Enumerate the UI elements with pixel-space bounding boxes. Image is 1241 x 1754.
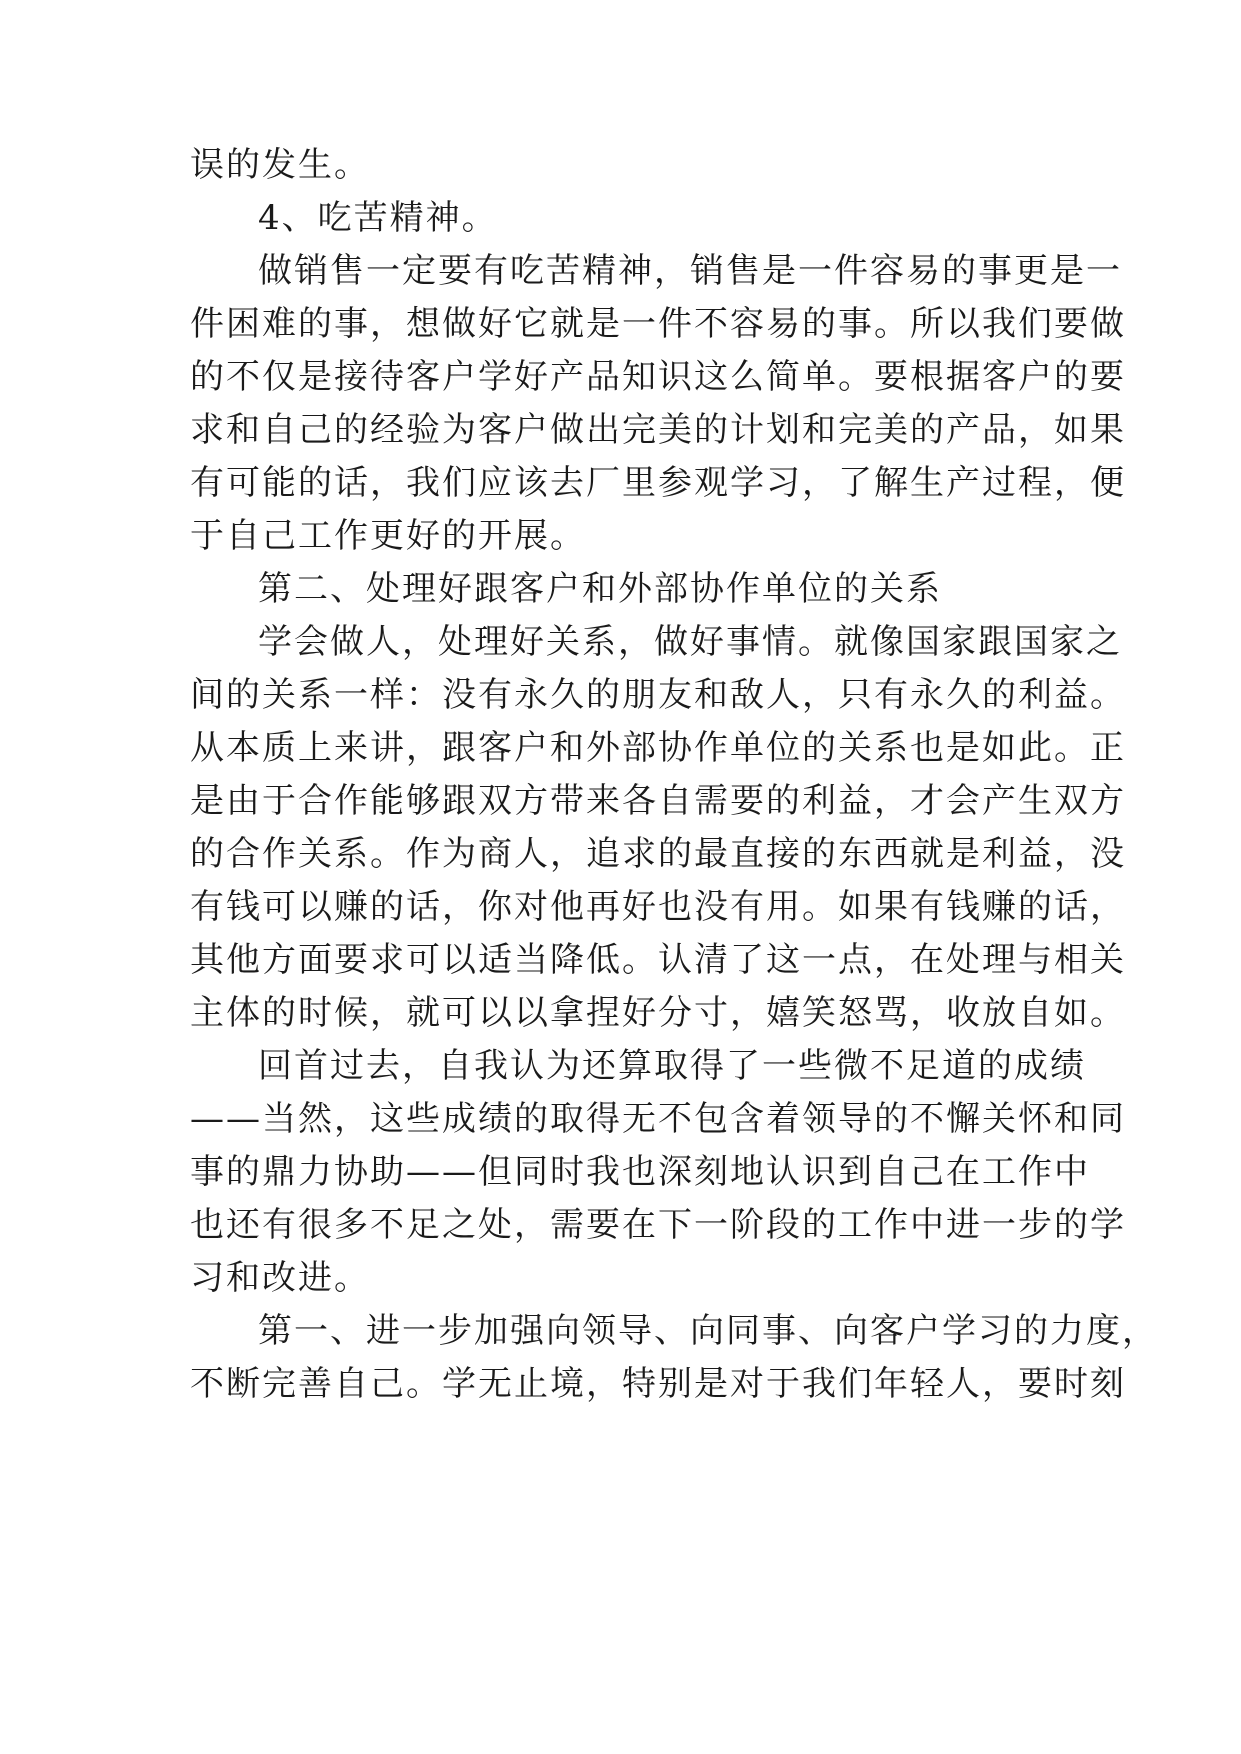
text-line: ——当然，这些成绩的取得无不包含着领导的不懈关怀和同 bbox=[190, 1099, 1126, 1139]
text-line: 是由于合作能够跟双方带来各自需要的利益，才会产生双方 bbox=[190, 781, 1126, 821]
text-line: 学会做人，处理好关系，做好事情。就像国家跟国家之 bbox=[258, 622, 1122, 662]
text-line: 求和自己的经验为客户做出完美的计划和完美的产品，如果 bbox=[190, 410, 1126, 450]
text-line: 件困难的事，想做好它就是一件不容易的事。所以我们要做 bbox=[190, 304, 1126, 344]
text-line: 主体的时候，就可以以拿捏好分寸，嬉笑怒骂，收放自如。 bbox=[190, 993, 1126, 1033]
text-line: 的合作关系。作为商人，追求的最直接的东西就是利益，没 bbox=[190, 834, 1126, 874]
text-line: 于自己工作更好的开展。 bbox=[190, 516, 586, 556]
text-line: 做销售一定要有吃苦精神，销售是一件容易的事更是一 bbox=[258, 251, 1122, 291]
text-line: 也还有很多不足之处，需要在下一阶段的工作中进一步的学 bbox=[190, 1205, 1126, 1245]
text-line: 回首过去，自我认为还算取得了一些微不足道的成绩 bbox=[258, 1046, 1086, 1086]
text-line: 的不仅是接待客户学好产品知识这么简单。要根据客户的要 bbox=[190, 357, 1126, 397]
text-line: 误的发生。 bbox=[190, 145, 370, 185]
section-heading: 第二、处理好跟客户和外部协作单位的关系 bbox=[258, 569, 942, 609]
text-line: 有可能的话，我们应该去厂里参观学习，了解生产过程，便 bbox=[190, 463, 1126, 503]
text-line: 习和改进。 bbox=[190, 1258, 370, 1298]
text-line: 从本质上来讲，跟客户和外部协作单位的关系也是如此。正 bbox=[190, 728, 1126, 768]
text-line: 4、吃苦精神。 bbox=[258, 198, 498, 238]
text-line: 有钱可以赚的话，你对他再好也没有用。如果有钱赚的话， bbox=[190, 887, 1126, 927]
text-line: 不断完善自己。学无止境，特别是对于我们年轻人，要时刻 bbox=[190, 1364, 1126, 1404]
text-line: 第一、进一步加强向领导、向同事、向客户学习的力度， bbox=[258, 1311, 1158, 1351]
text-line: 事的鼎力协助——但同时我也深刻地认识到自己在工作中 bbox=[190, 1152, 1090, 1192]
text-line: 间的关系一样：没有永久的朋友和敌人，只有永久的利益。 bbox=[190, 675, 1126, 715]
text-line: 其他方面要求可以适当降低。认清了这一点，在处理与相关 bbox=[190, 940, 1126, 980]
